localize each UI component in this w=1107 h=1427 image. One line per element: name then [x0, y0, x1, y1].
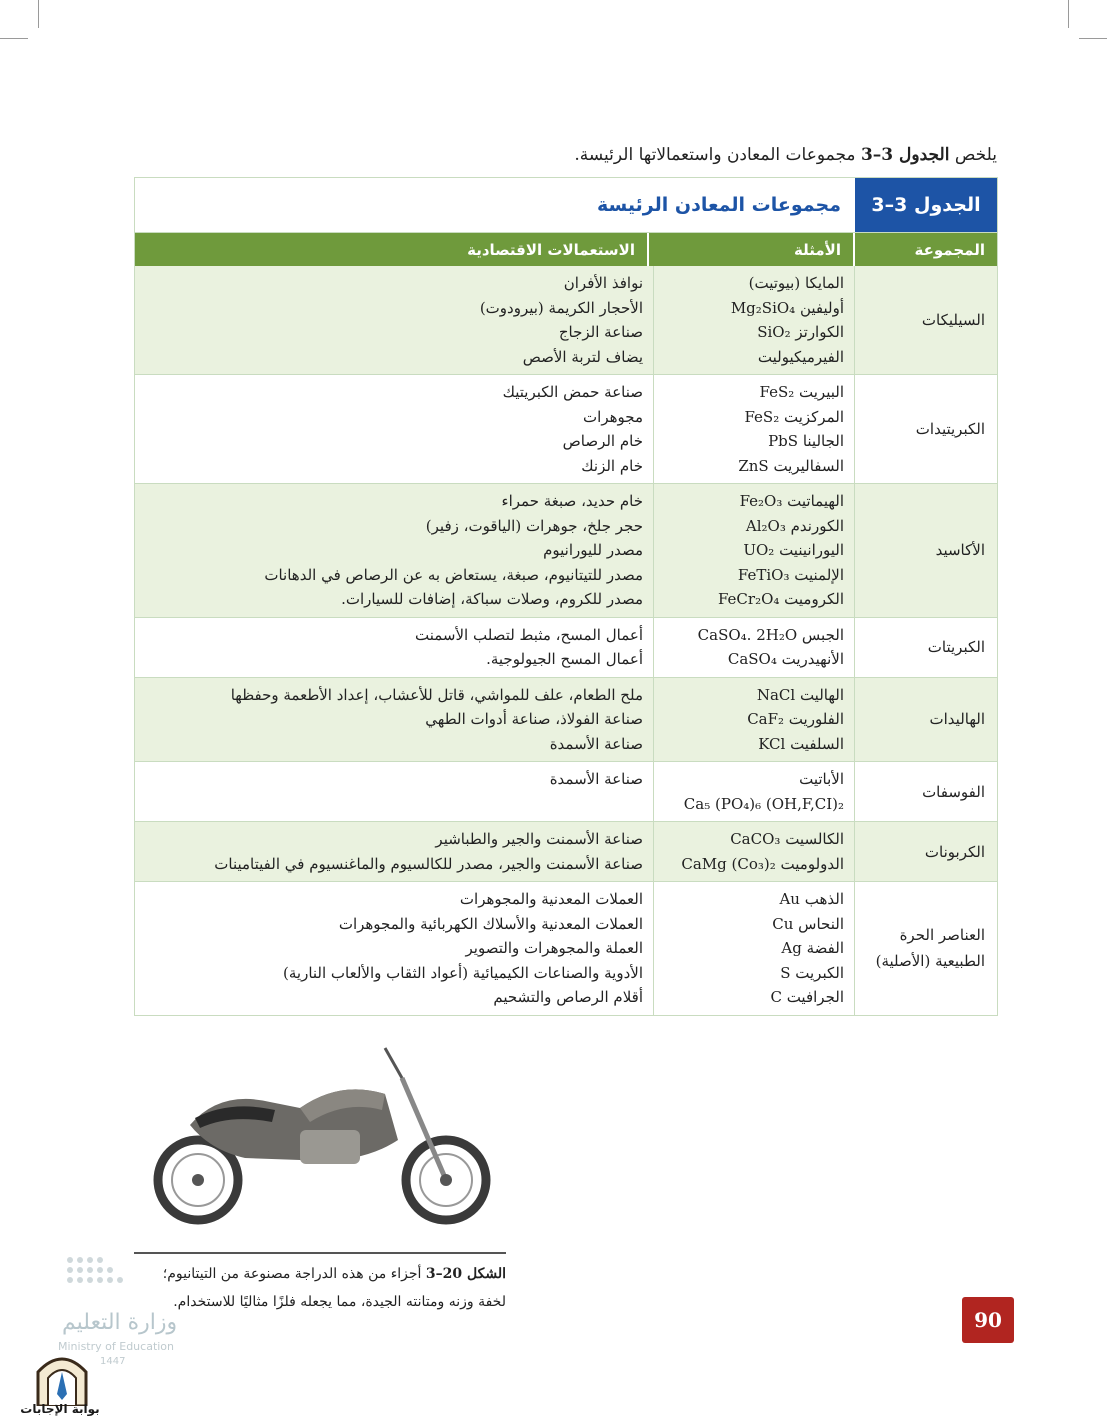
cell-examples-line: البيريت FeS₂ — [759, 383, 844, 401]
table-row — [135, 822, 997, 882]
cell-uses-line: صناعة الأسمنت والجير، مصدر للكالسيوم والماغنسيوم في الفيتامينات — [214, 854, 643, 873]
table-row — [135, 882, 997, 1015]
cell-uses-line: مصدر لليورانيوم — [543, 541, 643, 559]
table-row — [135, 266, 997, 375]
table-caption-bar — [135, 178, 997, 233]
cell-uses-line: أعمال المسح، مثبط لتصلب الأسمنت — [415, 625, 643, 644]
cell-examples-line: الهاليت NaCl — [756, 685, 844, 704]
cell-uses-line: صناعة حمض الكبريتيك — [502, 383, 643, 401]
cell-examples-line: النحاس Cu — [772, 914, 844, 933]
cell-uses — [135, 266, 654, 374]
cell-examples-line: الذهب Au — [779, 890, 844, 908]
cell-examples-line: الكروميت FeCr₂O₄ — [717, 590, 844, 608]
cell-uses-line: مصدر للكروم، وصلات سباكة، إضافات للسيارات. — [341, 590, 643, 608]
cell-uses-line: العملات المعدنية والمجوهرات — [459, 890, 643, 908]
figure-label: الشكل 20–3 — [425, 1266, 506, 1282]
cell-examples-line: الأباتيت — [799, 770, 844, 788]
header-group: المجموعة — [914, 240, 985, 259]
cell-uses — [135, 484, 654, 617]
cell-examples-line: الجالينا PbS — [768, 432, 844, 450]
table-row — [135, 762, 997, 822]
cell-examples-line: أوليفين Mg₂SiO₄ — [730, 298, 844, 317]
header-uses: الاستعمالات الاقتصادية — [135, 233, 649, 266]
cell-group: الكربونات — [924, 842, 985, 861]
cell-examples-line: الجبس CaSO₄. 2H₂O — [697, 625, 844, 644]
intro-prefix: يلخص — [954, 145, 997, 165]
cell-group: الكبريتيدات — [915, 420, 985, 438]
cell-examples-line: الدولوميت CaMg (Co₃)₂ — [681, 854, 844, 873]
cell-uses — [135, 822, 654, 881]
cell-examples — [654, 882, 855, 1015]
crop-mark — [1079, 38, 1107, 39]
cell-uses-line: العملات المعدنية والأسلاك الكهربائية والمجوهرات — [338, 914, 643, 933]
cell-uses-line: صناعة الأسمنت والجير والطباشير — [435, 830, 643, 848]
table-header-row — [135, 233, 997, 266]
table-number: الجدول 3–3 — [855, 178, 997, 232]
minerals-table — [134, 177, 998, 1016]
cell-examples-line: الفلوريت CaF₂ — [747, 710, 844, 728]
cell-uses — [135, 375, 654, 483]
ministry-arabic-name: وزارة التعليم — [62, 1310, 178, 1335]
cell-examples — [654, 375, 855, 483]
cell-uses-line: مصدر للتيتانيوم، صبغة، يستعاض به عن الرصاص في الدهانات — [264, 565, 643, 584]
cell-examples-line: الإلمنيت FeTiO₃ — [737, 565, 844, 584]
cell-examples-line: الجرافيت C — [770, 988, 844, 1006]
cell-uses-line: العملة والمجوهرات والتصوير — [465, 939, 643, 957]
cell-uses-line: صناعة الفولاذ، صناعة أدوات الطهي — [425, 710, 643, 728]
ministry-english-name: Ministry of Education — [58, 1340, 175, 1353]
ministry-year: 1447 — [100, 1356, 126, 1367]
cell-examples — [654, 678, 855, 762]
crop-mark — [38, 0, 39, 28]
cell-examples — [654, 618, 855, 677]
cell-group: الهاليدات — [929, 710, 985, 729]
cell-examples-line: السلفيت KCl — [758, 734, 844, 753]
cell-examples-line: الهيماتيت Fe₂O₃ — [739, 492, 844, 510]
cell-examples-line: السفاليريت ZnS — [738, 456, 844, 475]
cell-uses-line: حجر جلخ، جوهرات (الياقوت، زفير) — [425, 516, 643, 535]
cell-uses — [135, 678, 654, 762]
cell-examples-line: الكبريت S — [780, 963, 844, 982]
table-row — [135, 484, 997, 618]
intro-rest: مجموعات المعادن واستعمالاتها الرئيسة. — [574, 145, 856, 165]
table-title: مجموعات المعادن الرئيسة — [135, 178, 855, 232]
header-examples: الأمثلة — [649, 233, 855, 266]
cell-uses-line: صناعة الأسمدة — [549, 734, 643, 753]
cell-uses-line: مجوهرات — [583, 407, 643, 426]
site-logo-icon — [30, 1350, 94, 1406]
cell-examples-line: الكوارتز SiO₂ — [757, 323, 844, 341]
cell-uses-line: يضاف لتربة الأصص — [522, 347, 643, 366]
cell-uses-line: صناعة الزجاج — [558, 323, 643, 341]
cell-uses-line: خام الزنك — [581, 456, 643, 475]
motorcycle-photo — [150, 1030, 500, 1240]
intro-paragraph — [117, 140, 997, 170]
cell-uses-line: ملح الطعام، علف للمواشي، قاتل للأعشاب، إعداد الأطعمة وحفظها — [230, 685, 643, 704]
intro-table-ref: الجدول 3–3 — [860, 145, 950, 165]
cell-examples-line: الكورندم Al₂O₃ — [745, 516, 844, 535]
cell-group: الكبريتات — [927, 638, 985, 656]
cell-uses-line: خام الرصاص — [562, 432, 643, 450]
figure-caption-text: أجزاء من هذه الدراجة مصنوعة من التيتانيوم؛ لخفة وزنه ومتانته الجيدة، مما يجعله فلزًا مثاليًا للاستخدام. — [162, 1266, 506, 1310]
cell-examples-line: اليورانينيت UO₂ — [743, 541, 844, 559]
cell-uses — [135, 618, 654, 677]
cell-uses-line: الأدوية والصناعات الكيميائية (أعواد الثقاب والألعاب النارية) — [283, 963, 643, 982]
cell-examples-line: الأنهيدريت CaSO₄ — [727, 650, 844, 668]
cell-uses-line: الأحجار الكريمة (بيرودوت) — [479, 298, 643, 317]
table-row — [135, 618, 997, 678]
cell-group: السيليكات — [921, 311, 985, 329]
cell-uses — [135, 762, 654, 821]
cell-group: العناصر الحرة الطبيعية (الأصلية) — [875, 926, 985, 971]
crop-mark — [0, 38, 28, 39]
cell-uses-line: أعمال المسح الجيولوجية. — [486, 650, 643, 668]
cell-examples-line: الكالسيت CaCO₃ — [730, 830, 844, 848]
crop-mark — [1068, 0, 1069, 28]
cell-group: الفوسفات — [922, 782, 985, 801]
cell-examples — [654, 484, 855, 617]
page-number: 90 — [962, 1297, 1014, 1343]
cell-examples — [654, 762, 855, 821]
cell-uses-line: نوافذ الأفران — [563, 274, 643, 292]
table-row — [135, 375, 997, 484]
cell-group: الأكاسيد — [935, 541, 985, 560]
cell-uses-line: خام حديد، صبغة حمراء — [501, 492, 643, 510]
cell-examples-line: الفضة Ag — [781, 939, 844, 957]
cell-examples-line: المركزيت FeS₂ — [744, 407, 844, 426]
cell-uses-line: أقلام الرصاص والتشحيم — [493, 988, 643, 1006]
cell-examples-line: المايكا (بيوتيت) — [748, 274, 844, 292]
cell-examples — [654, 822, 855, 881]
cell-examples — [654, 266, 855, 374]
site-name: بوابة الإجابات — [20, 1402, 100, 1416]
cell-examples-line: Ca₅ (PO₄)₆ (OH,F,CI)₂ — [683, 794, 844, 813]
cell-examples-line: الفيرميكيوليت — [757, 347, 844, 366]
table-row — [135, 678, 997, 763]
cell-uses — [135, 882, 654, 1015]
table-body — [135, 266, 997, 1015]
cell-uses-line: صناعة الأسمدة — [549, 770, 643, 788]
